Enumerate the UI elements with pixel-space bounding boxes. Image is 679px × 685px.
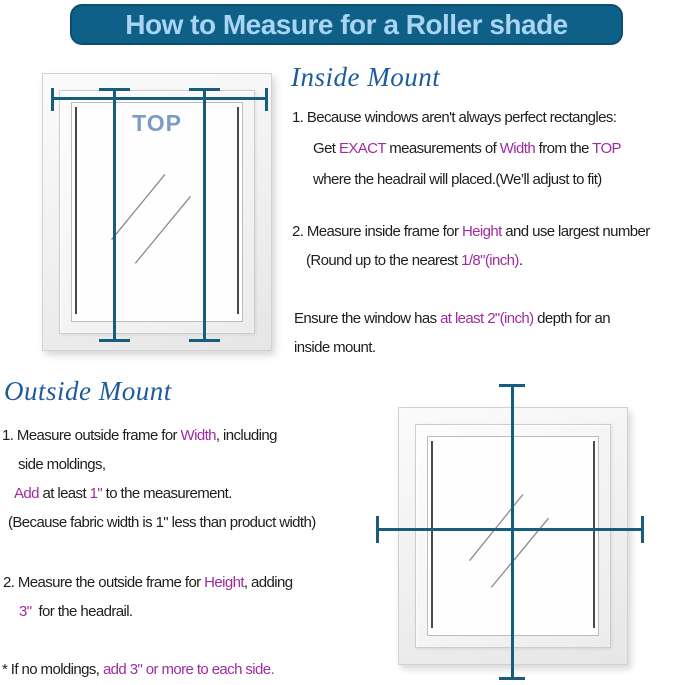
text: at least	[38, 485, 90, 502]
outside-step2-line1	[3, 568, 293, 597]
inside-step1-line1	[292, 102, 621, 133]
text: where the headrail will placed.(We’ll adjust to fit)	[313, 171, 602, 188]
height-measure-cap	[189, 88, 220, 91]
text: side moldings,	[18, 456, 106, 473]
inside-step2-line1	[292, 217, 650, 246]
text: for the headrail.	[38, 603, 133, 620]
inside-step2	[292, 217, 650, 275]
width-highlight: Width	[180, 427, 216, 444]
width-measure-line	[52, 97, 267, 100]
text: 2. Measure the outside frame for	[3, 574, 205, 591]
text: Ensure the window has	[294, 310, 441, 327]
text: 1. Because windows aren't always perfect rectangles:	[292, 109, 617, 126]
inside-step1-line2	[292, 133, 621, 164]
inside-depth-note	[294, 304, 610, 362]
add-three-inch-highlight: add 3" or more to each side.	[102, 661, 275, 678]
top-label: TOP	[132, 110, 182, 136]
inside-step1-line3	[292, 164, 621, 195]
text: depth for an	[533, 310, 611, 327]
height-measure-cap	[99, 339, 130, 342]
outside-step1-line2	[2, 450, 316, 479]
top-highlight: TOP	[592, 140, 621, 157]
page-title-text: How to Measure for a Roller shade	[125, 8, 568, 40]
text: Get	[313, 140, 339, 157]
outside-step1-line1	[2, 421, 316, 450]
outside-step2-line2	[3, 597, 293, 626]
outside-width-measure-cap-right	[641, 516, 644, 543]
height-measure-cap	[189, 339, 220, 342]
text: from the	[535, 140, 593, 157]
width-highlight: Width	[499, 140, 536, 157]
width-measure-cap-left	[51, 88, 54, 111]
inside-depth-note-line2	[294, 333, 610, 362]
inside-step2-line2	[292, 246, 650, 275]
eighth-inch-highlight: 1/8"(inch)	[461, 252, 519, 269]
height-measure-cap	[99, 88, 130, 91]
outside-moldings-note-line1	[2, 655, 274, 684]
inside-mount-window-diagram	[42, 73, 272, 351]
inside-mount-heading: Inside Mount	[291, 62, 441, 92]
height-highlight: Height	[461, 223, 502, 240]
text: , including	[215, 427, 277, 444]
outside-width-measure-cap-left	[376, 516, 379, 543]
page-title	[70, 4, 623, 45]
outside-width-measure-line	[377, 528, 644, 531]
outside-moldings-note	[2, 655, 274, 684]
outside-height-measure-line	[511, 385, 514, 680]
outside-step1-line4	[2, 508, 316, 537]
inside-depth-note-line1	[294, 304, 610, 333]
height-highlight: Height	[204, 574, 244, 591]
width-measure-cap-right	[265, 88, 268, 111]
outside-mount-heading: Outside Mount	[4, 376, 172, 406]
text: 1. Measure outside frame for	[2, 427, 181, 444]
add-highlight: Add	[14, 485, 39, 502]
text: measurements of	[385, 140, 500, 157]
text: and use largest number	[501, 223, 650, 240]
exact-highlight: EXACT	[338, 140, 386, 157]
text: , adding	[243, 574, 293, 591]
text: 2. Measure inside frame for	[292, 223, 462, 240]
text: * If no moldings,	[2, 661, 103, 678]
text: to the measurement.	[102, 485, 232, 502]
three-inch-highlight: 3"	[19, 603, 32, 620]
text: (Round up to the nearest	[306, 252, 462, 269]
outside-step1-line3	[2, 479, 316, 508]
outside-step2	[3, 568, 293, 626]
one-inch-highlight: 1"	[89, 485, 103, 502]
text: (Because fabric width is 1" less than product width)	[8, 514, 316, 531]
outside-step1	[2, 421, 316, 537]
outside-height-measure-cap-bottom	[499, 677, 525, 680]
depth-highlight: at least 2"(inch)	[440, 310, 534, 327]
inside-step1	[292, 102, 621, 195]
text: inside mount.	[294, 339, 376, 356]
text: .	[518, 252, 523, 269]
outside-height-measure-cap-top	[499, 384, 525, 387]
